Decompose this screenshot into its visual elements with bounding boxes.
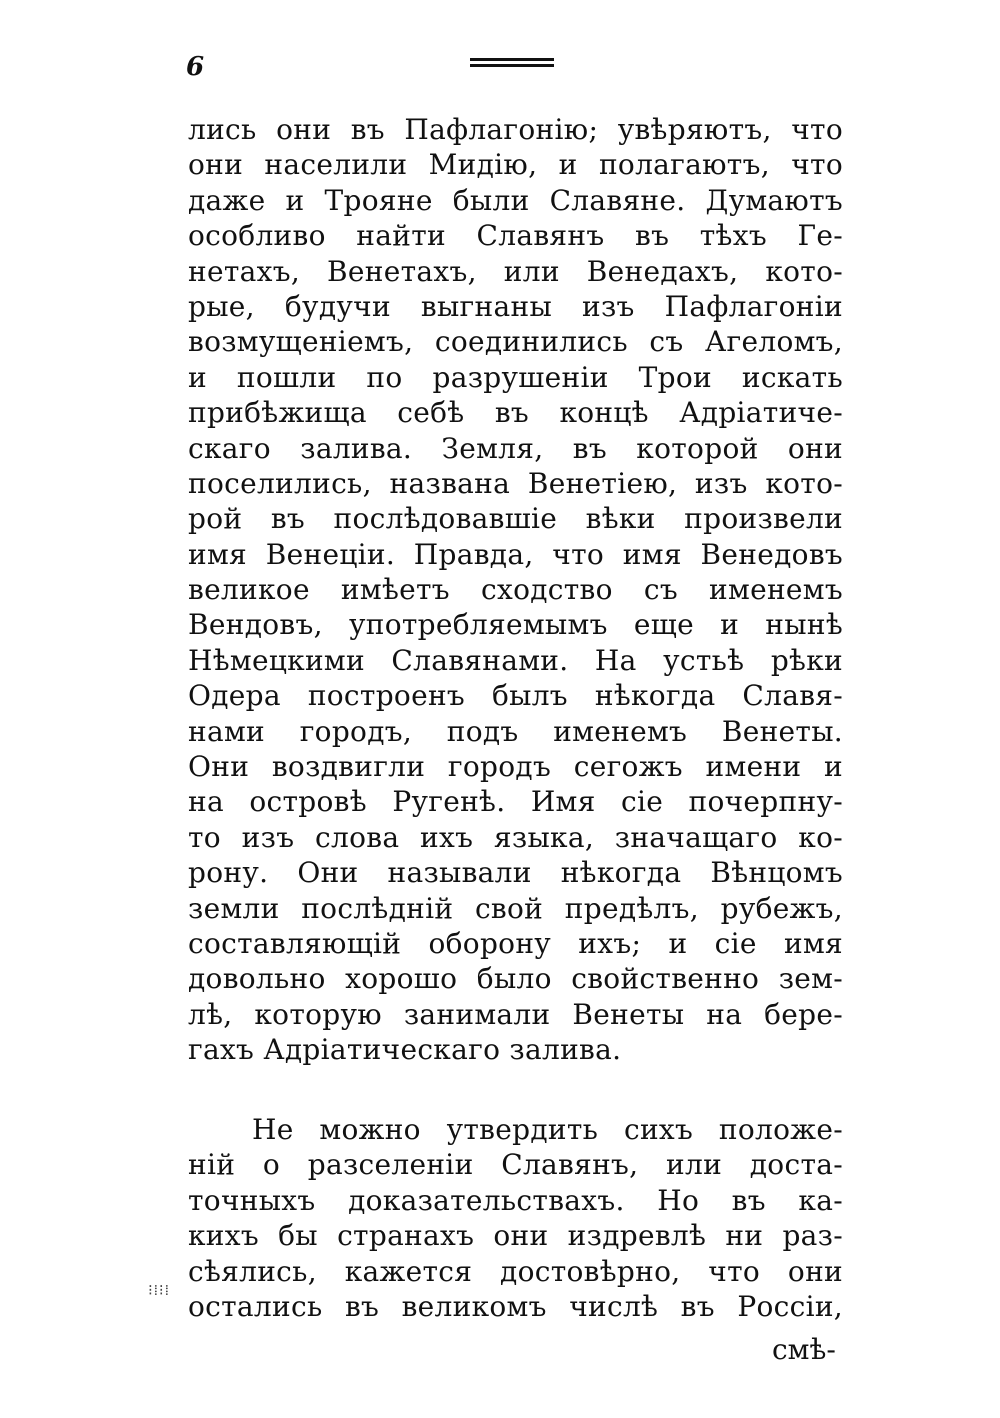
text-line: гахъ Адріатическаго залива. (188, 1033, 622, 1067)
text-line: скаго залива. Земля, въ которой они (188, 431, 843, 465)
text-line: поселились, названа Венетіею, изъ кото- (188, 466, 843, 500)
text-line: лѣ, которую занимали Венеты на бере- (188, 997, 843, 1031)
text-line: довольно хорошо было свойственно зем- (188, 962, 843, 996)
page-number: 6 (186, 52, 205, 82)
text-line: кихъ бы странахъ они издревлѣ ни раз- (188, 1219, 843, 1253)
text-line: рой въ послѣдовавшіе вѣки произвели (188, 502, 843, 536)
text-line: великое имѣетъ сходство съ именемъ (188, 573, 843, 607)
header-ornament-rule (470, 58, 554, 70)
text-line: лись они въ Пафлагонію; увѣряютъ, что (188, 113, 843, 146)
header-rule-line (470, 64, 554, 67)
text-line: рону. Они называли нѣкогда Вѣнцомъ (188, 856, 843, 890)
text-line: сѣялись, кажется достовѣрно, что они (188, 1254, 843, 1288)
text-line: точныхъ доказательствахъ. Но въ ка- (188, 1183, 843, 1217)
header-rule-line (470, 58, 554, 61)
catchword: смѣ- (772, 1333, 836, 1366)
text-line: на островѣ Ругенѣ. Имя сіе почерпну- (188, 785, 843, 819)
paragraph-2 (188, 1112, 843, 1324)
text-line: даже и Трояне были Славяне. Думаютъ (188, 183, 843, 217)
text-line: остались въ великомъ числѣ въ Россіи, (188, 1289, 843, 1323)
text-line: Они воздвигли городъ сегожъ имени и (188, 750, 843, 784)
text-line: нетахъ, Венетахъ, или Венедахъ, кото- (188, 254, 843, 288)
text-line: прибѣжища себѣ въ концѣ Адріатиче- (188, 396, 843, 430)
text-line: рые, будучи выгнаны изъ Пафлагоніи (188, 289, 843, 323)
text-line: Нѣмецкими Славянами. На устьѣ рѣки (188, 643, 843, 677)
text-line: нами городъ, подъ именемъ Венеты. (188, 714, 843, 748)
margin-mark: ⁝⁞⁝⁞ (148, 1281, 170, 1299)
paragraph-1 (188, 112, 843, 1068)
text-line: Одера построенъ былъ нѣкогда Славя- (188, 679, 843, 713)
text-line: они населили Мидію, и полагаютъ, что (188, 148, 843, 182)
text-line: Вендовъ, употребляемымъ еще и нынѣ (188, 608, 843, 642)
text-line: то изъ слова ихъ языка, значащаго ко- (188, 820, 843, 854)
text-line: имя Венеціи. Правда, что имя Венедовъ (188, 537, 843, 571)
text-line: ній о разселеніи Славянъ, или доста- (188, 1148, 843, 1182)
text-line: составляющій оборону ихъ; и сіе имя (188, 926, 843, 960)
text-line: Не можно утвердить сихъ положе- (252, 1113, 843, 1146)
text-line: земли послѣдній свой предѣлъ, рубежъ, (188, 891, 843, 925)
text-line: особливо найти Славянъ въ тѣхъ Ге- (188, 219, 843, 253)
text-line: и пошли по разрушеніи Трои искать (188, 360, 843, 394)
text-line: возмущеніемъ, соединились съ Агеломъ, (188, 325, 843, 359)
